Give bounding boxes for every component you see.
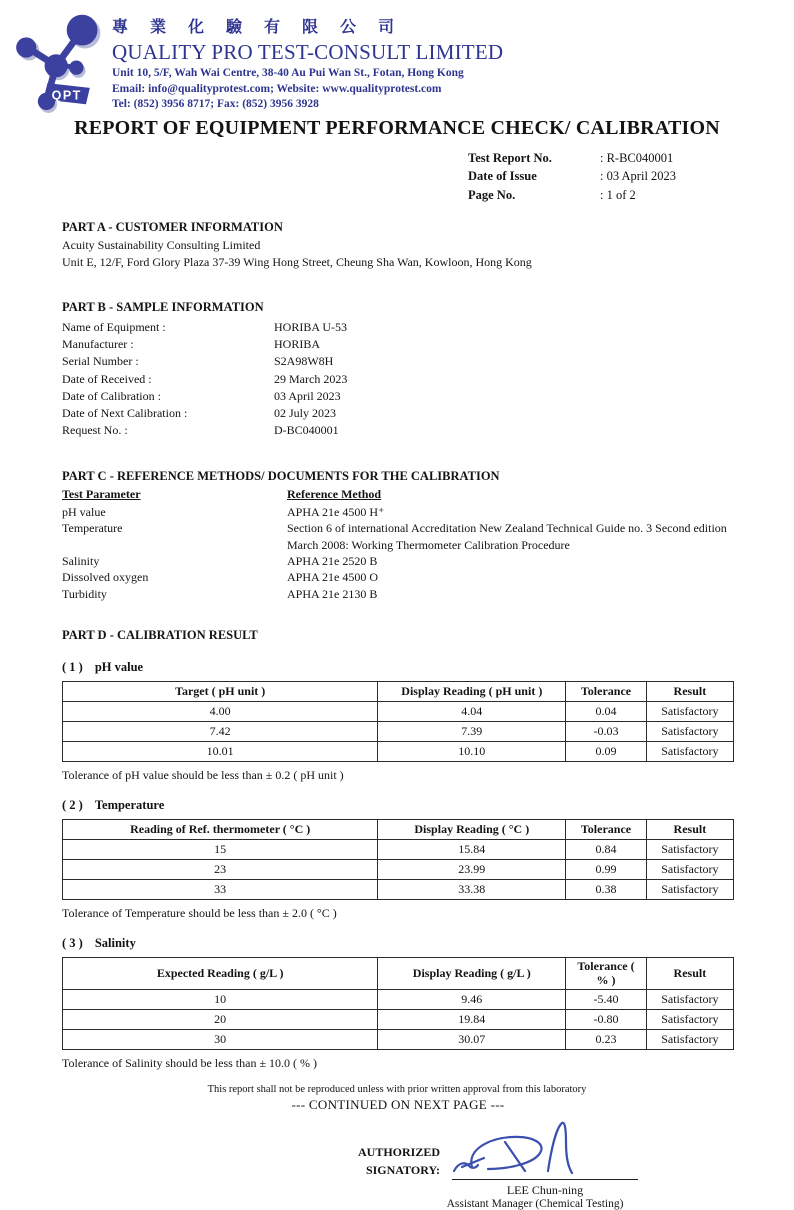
table-cell: -0.03 <box>566 722 647 742</box>
calibration-section <box>62 936 734 1071</box>
sample-info-value: HORIBA <box>274 337 321 352</box>
report-info-value: : 03 April 2023 <box>600 169 677 183</box>
table-cell: 0.09 <box>566 742 647 762</box>
customer-name: Acuity Sustainability Consulting Limited <box>62 238 261 252</box>
table-cell: 0.23 <box>566 1030 647 1050</box>
table-header-cell: Tolerance <box>566 682 647 702</box>
company-phone-fax: Tel: (852) 3956 8717; Fax: (852) 3956 3928 <box>112 98 319 110</box>
table-body <box>63 990 734 1050</box>
table-cell: 30 <box>63 1030 378 1050</box>
part-b-section <box>62 298 734 439</box>
report-info-value: : R-BC040001 <box>600 150 674 165</box>
sample-info-row <box>62 353 734 370</box>
sample-info-value: S2A98W8H <box>274 354 334 369</box>
table-header-row <box>63 958 734 990</box>
tolerance-note: Tolerance of pH value should be less than ± 0.2 ( pH unit ) <box>62 768 344 783</box>
calibration-section <box>62 798 734 921</box>
table-row <box>63 990 734 1010</box>
table-cell: 7.42 <box>63 722 378 742</box>
continued-note: --- CONTINUED ON NEXT PAGE --- <box>291 1097 505 1113</box>
table-cell: Satisfactory <box>646 702 733 722</box>
part-a-heading: PART A - CUSTOMER INFORMATION <box>62 220 283 234</box>
table-cell: Satisfactory <box>646 1030 733 1050</box>
table-cell: -5.40 <box>566 990 647 1010</box>
report-info-value: : 1 of 2 <box>600 187 636 202</box>
table-row <box>63 860 734 880</box>
table-header-cell: Display Reading ( g/L ) <box>378 958 566 990</box>
table-row <box>63 742 734 762</box>
reference-method: Section 6 of international Accreditation New Zealand Technical Guide no. 3 Second edition March 2008: Working Thermometer Calibration Procedure <box>287 521 727 552</box>
table-header-cell: Expected Reading ( g/L ) <box>63 958 378 990</box>
table-cell: 0.99 <box>566 860 647 880</box>
sample-info-label: Date of Calibration : <box>62 388 161 403</box>
table-body <box>63 702 734 762</box>
sample-info-value: 29 March 2023 <box>274 371 348 386</box>
table-body <box>63 840 734 900</box>
table-cell: 7.39 <box>378 722 566 742</box>
table-cell: 15 <box>63 840 378 860</box>
part-c-section <box>62 467 734 602</box>
table-header-cell: Target ( pH unit ) <box>63 682 378 702</box>
tolerance-note: Tolerance of Salinity should be less than ± 10.0 ( % ) <box>62 1056 318 1071</box>
calibration-section-number: ( 2 ) <box>62 798 83 813</box>
calibration-table <box>62 681 734 762</box>
sample-info-value: D-BC040001 <box>274 423 339 438</box>
table-cell: 30.07 <box>378 1030 566 1050</box>
table-head <box>63 682 734 702</box>
company-address: Unit 10, 5/F, Wah Wai Centre, 38-40 Au Pui Wan St., Fotan, Hong Kong <box>112 67 464 79</box>
footer-note: This report shall not be reproduced unless with prior written approval from this laboratory <box>207 1084 587 1095</box>
calibration-section-number: ( 1 ) <box>62 660 83 675</box>
signature-area <box>446 1127 638 1210</box>
test-parameter: Temperature <box>62 521 123 536</box>
calibration-section-title: Temperature <box>94 798 165 813</box>
sample-info-label: Manufacturer : <box>62 337 134 352</box>
table-row <box>63 1030 734 1050</box>
authorized-signatory-label <box>358 1127 440 1210</box>
reference-method: APHA 21e 4500 O <box>287 570 379 585</box>
report-info-label: Test Report No. <box>468 150 552 165</box>
sample-info-label: Name of Equipment : <box>62 320 166 334</box>
sample-info-row <box>62 388 734 405</box>
table-head <box>63 958 734 990</box>
table-cell: 15.84 <box>378 840 566 860</box>
qpt-molecule-logo-icon <box>10 8 108 112</box>
table-cell: -0.80 <box>566 1010 647 1030</box>
calibration-section-heading <box>62 660 734 675</box>
sample-info-label: Date of Received : <box>62 371 152 386</box>
report-info-label: Date of Issue <box>468 169 537 183</box>
reference-method-header-row <box>62 486 734 502</box>
table-cell: Satisfactory <box>646 742 733 762</box>
reference-method-row <box>62 520 734 553</box>
part-b-heading: PART B - SAMPLE INFORMATION <box>62 300 264 314</box>
part-d-section <box>62 626 734 1071</box>
sample-info-value: 02 July 2023 <box>274 406 337 421</box>
table-cell: 9.46 <box>378 990 566 1010</box>
reference-method-row <box>62 586 734 602</box>
table-cell: 4.04 <box>378 702 566 722</box>
calibration-section-heading <box>62 798 734 813</box>
table-cell: 23.99 <box>378 860 566 880</box>
company-identity <box>108 8 503 113</box>
table-header-cell: Result <box>646 820 733 840</box>
table-header-cell: Display Reading ( pH unit ) <box>378 682 566 702</box>
signature-block <box>62 1127 638 1210</box>
calibration-section-title: Salinity <box>94 936 136 951</box>
report-info <box>468 149 794 205</box>
test-parameter: Turbidity <box>62 586 107 601</box>
table-cell: 0.38 <box>566 880 647 900</box>
calibration-table <box>62 819 734 900</box>
calibration-results <box>62 660 734 1071</box>
part-d-heading: PART D - CALIBRATION RESULT <box>62 628 258 643</box>
table-header-cell: Tolerance <box>566 820 647 840</box>
sample-info-row <box>62 371 734 388</box>
sample-info-row <box>62 319 734 336</box>
reference-method: APHA 21e 2130 B <box>287 586 378 601</box>
report-title: REPORT OF EQUIPMENT PERFORMANCE CHECK/ CALIBRATION <box>74 116 720 139</box>
calibration-section-title: pH value <box>94 660 144 675</box>
table-header-cell: Display Reading ( °C ) <box>378 820 566 840</box>
table-cell: Satisfactory <box>646 880 733 900</box>
calibration-section <box>62 660 734 783</box>
table-cell: Satisfactory <box>646 860 733 880</box>
authorized-label-line2: SIGNATORY: <box>365 1163 440 1178</box>
company-name-chinese: 專 業 化 驗 有 限 公 司 <box>112 19 404 36</box>
sample-info-row <box>62 405 734 422</box>
sample-info-row <box>62 336 734 353</box>
table-header-cell: Result <box>646 682 733 702</box>
table-cell: Satisfactory <box>646 1010 733 1030</box>
tolerance-note: Tolerance of Temperature should be less than ± 2.0 ( °C ) <box>62 906 337 921</box>
company-name-english: QUALITY PRO TEST-CONSULT LIMITED <box>112 40 504 64</box>
part-a-section <box>62 218 734 271</box>
table-cell: 23 <box>63 860 378 880</box>
table-header-cell: Tolerance ( % ) <box>566 958 647 990</box>
table-header-row <box>63 682 734 702</box>
reference-method-list <box>62 504 734 602</box>
test-parameter: pH value <box>62 504 106 519</box>
customer-address: Unit E, 12/F, Ford Glory Plaza 37-39 Wing Hong Street, Cheung Sha Wan, Kowloon, Hong Kong <box>62 255 532 269</box>
reference-method-row <box>62 553 734 569</box>
company-header <box>0 0 794 113</box>
table-cell: 10.10 <box>378 742 566 762</box>
table-cell: 0.04 <box>566 702 647 722</box>
logo-qpt-text: QPT <box>51 88 82 103</box>
part-c-heading: PART C - REFERENCE METHODS/ DOCUMENTS FOR THE CALIBRATION <box>62 469 500 484</box>
table-row <box>63 702 734 722</box>
reference-method: APHA 21e 2520 B <box>287 554 378 569</box>
table-cell: Satisfactory <box>646 840 733 860</box>
calibration-section-number: ( 3 ) <box>62 936 83 951</box>
table-cell: Satisfactory <box>646 722 733 742</box>
reference-method-row <box>62 504 734 520</box>
sample-info-value: 03 April 2023 <box>274 388 341 403</box>
table-cell: 4.00 <box>63 702 378 722</box>
test-parameter: Dissolved oxygen <box>62 570 149 585</box>
table-cell: 10.01 <box>63 742 378 762</box>
table-header-cell: Reading of Ref. thermometer ( °C ) <box>63 820 378 840</box>
sample-info-label: Date of Next Calibration : <box>62 406 188 421</box>
handwritten-signature-icon <box>448 1119 638 1181</box>
calibration-section-heading <box>62 936 734 951</box>
table-cell: 20 <box>63 1010 378 1030</box>
signatory-name: LEE Chun-ning <box>506 1183 584 1198</box>
table-cell: 10 <box>63 990 378 1010</box>
table-row <box>63 722 734 742</box>
report-info-row <box>468 167 794 186</box>
company-email-website: Email: info@qualityprotest.com; Website: www.qualityprotest.com <box>112 82 442 95</box>
table-row <box>63 840 734 860</box>
table-row <box>63 880 734 900</box>
table-cell: 33 <box>63 880 378 900</box>
report-body <box>62 218 734 1210</box>
sample-info-label: Request No. : <box>62 423 128 438</box>
reference-method-row <box>62 569 734 585</box>
report-info-row <box>468 149 794 168</box>
table-cell: Satisfactory <box>646 990 733 1010</box>
sample-info-list <box>62 319 734 439</box>
signatory-title: Assistant Manager (Chemical Testing) <box>446 1198 624 1210</box>
table-header-row <box>63 820 734 840</box>
authorized-label-line1: AUTHORIZED <box>357 1145 440 1160</box>
sample-info-row <box>62 422 734 439</box>
table-cell: 19.84 <box>378 1010 566 1030</box>
reference-method-column-header: Reference Method <box>287 487 382 502</box>
table-row <box>63 1010 734 1030</box>
test-parameter-column-header: Test Parameter <box>62 487 141 502</box>
calibration-table <box>62 957 734 1050</box>
test-parameter: Salinity <box>62 554 100 569</box>
sample-info-label: Serial Number : <box>62 354 139 369</box>
sample-info-value: HORIBA U-53 <box>274 320 348 334</box>
reference-method: APHA 21e 4500 H⁺ <box>287 504 385 519</box>
table-head <box>63 820 734 840</box>
table-cell: 0.84 <box>566 840 647 860</box>
table-cell: 33.38 <box>378 880 566 900</box>
report-info-label: Page No. <box>468 187 516 202</box>
table-header-cell: Result <box>646 958 733 990</box>
report-info-row <box>468 186 794 205</box>
